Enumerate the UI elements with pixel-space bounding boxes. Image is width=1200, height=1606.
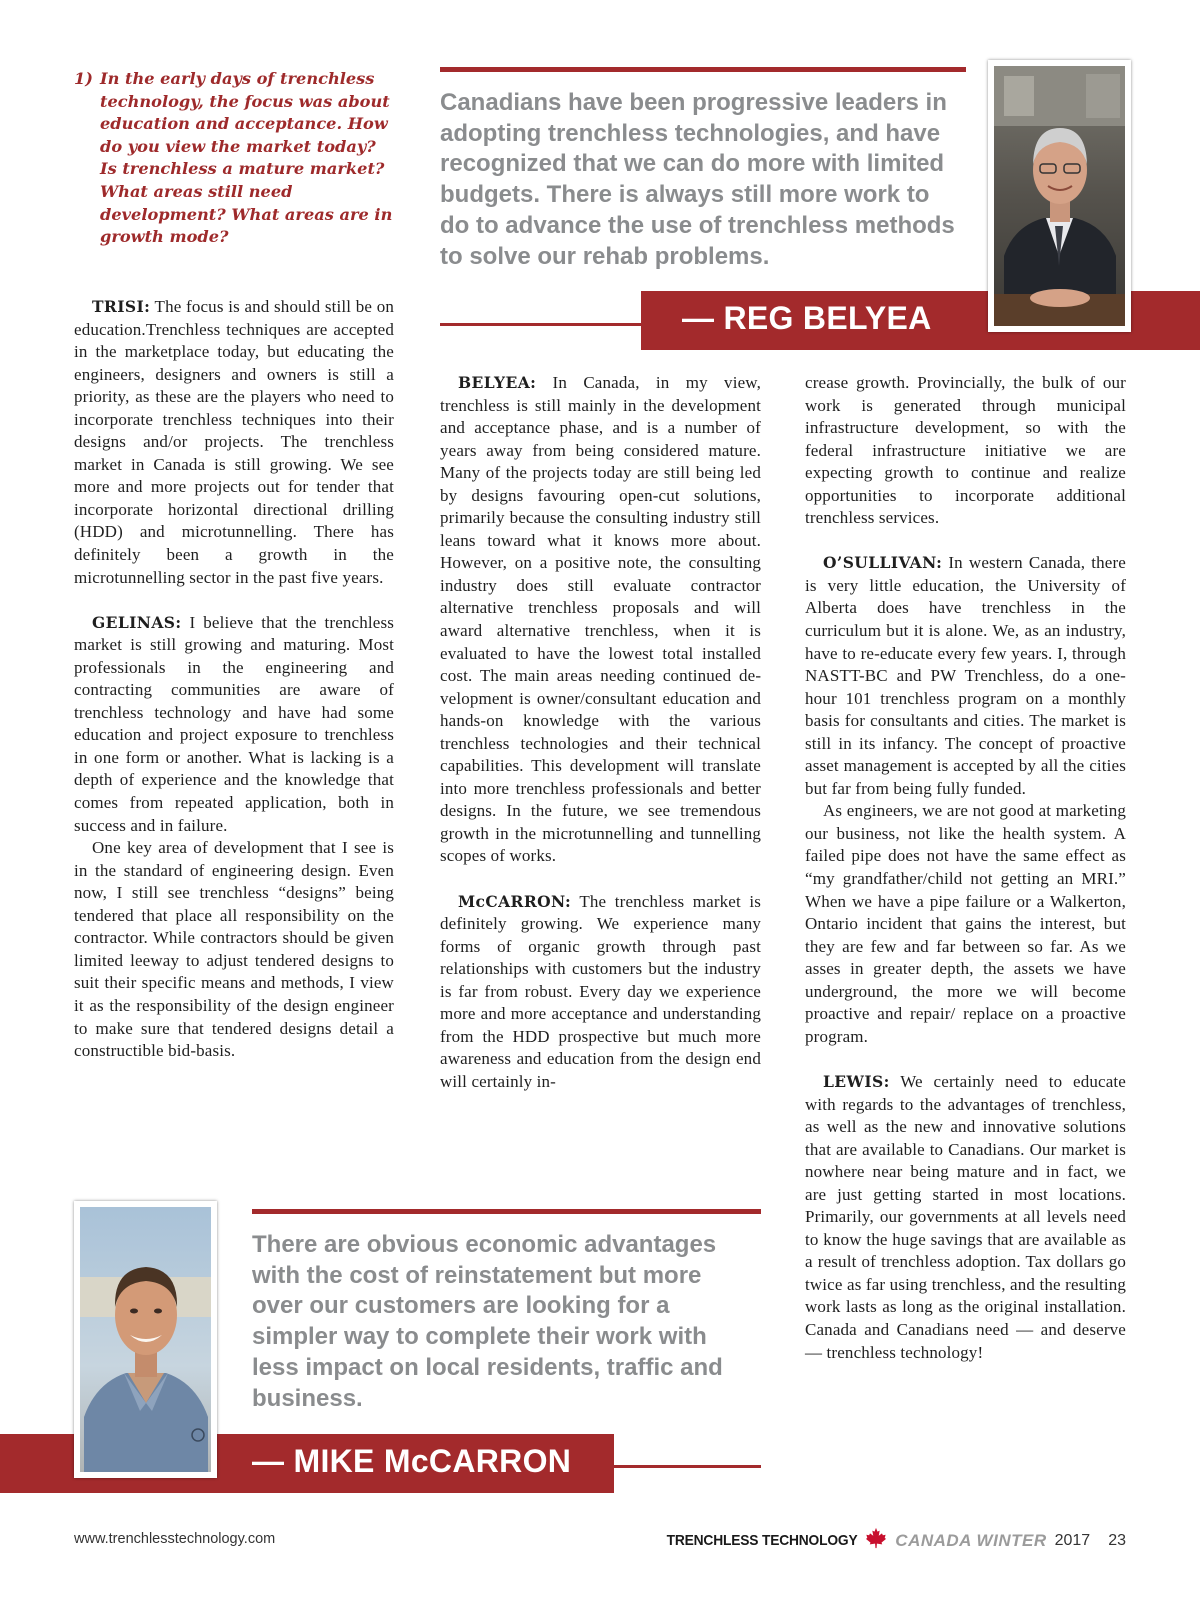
pull-quote-attribution: — MIKE McCARRON [252, 1443, 572, 1479]
paragraph-osullivan-2: As engineers, we are not good at marketing our business, not like the health system. A failed pipe does not have the same effect as “my grandfather/child not getting an MRI.” When we have a pipe failure or a Walkerton, Ontario incident that gains the interest, but they are few and far between so far. As we asses in greater depth, the assets we have underground, the more we will become proactive and repair/ replace on a proactive program. [805, 801, 1126, 1046]
paragraph-gelinas [74, 612, 394, 837]
pull-quote-signature-rule [610, 1465, 761, 1468]
paragraph-text: We certainly need to educate with regards to the advantages of trenchless, as well as the new and innovative solutions that are available to Canadians. Our market is nowhere near being mature and in fact, we are just getting started in most locations. Primarily, our governments at all levels need to know the huge savings that are available as a result of trenchless adoption. Tax dollars go twice as far using trenchless, and the resulting work lasts as long as the original installation. Canada and Canadians need — and deserve — trenchless technology! [805, 1071, 1126, 1362]
footer-website-url: www.trenchlesstechnology.com [74, 1531, 276, 1547]
speaker-name: LEWIS: [823, 1071, 890, 1091]
portrait-image [80, 1207, 211, 1472]
pull-quote-text: There are obvious economic advantages with the cost of reinstatement but more over our customers are looking for a simpler way to complete their work with less impact on local residents, traffic and business. [252, 1231, 723, 1412]
paragraph-text: In Canada, in my view, trenchless is still mainly in the development and acceptance phase, and is a number of years away from being considered mature. Many of the projects today are still being led by designs favouring open-cut solutions, primarily because the consulting industry still leans toward what it knows more about. However, on a positive note, the consulting industry does still evaluate contractor alternative trenchless proposals and will award alternative trenchless, when it is evaluated to have the lowest total installed cost. The main areas needing continued development is owner/consultant education and hands-on knowledge with the various trenchless technologies and their technical capabilities. This development will translate into more trenchless professionals and better designs. In the future, we see tremendous growth in the microtunnelling and tunnelling scopes of works. [440, 373, 761, 866]
paragraph-text: In western Canada, there is very little education, the University of Alberta does have trenchless in the curriculum but it is alone. We, as an industry, have to re-educate every few years. I, through NASTT-BC and PW Trenchless, do a one-hour 101 trenchless program on a monthly basis for consultants and cities. The market is still in its infancy. The concept of proactive asset management is accepted by all the cities but far from being fully funded. [805, 553, 1126, 798]
article-column-1 [74, 296, 394, 1063]
pull-quote-top-rule [440, 67, 966, 72]
pull-quote-attribution: — REG BELYEA [682, 300, 932, 336]
paragraph-text: The trenchless market is definitely growing. We experience many forms of organic growth through past relationships with customers but the industry is far from robust. Every day we experience more and more acceptance and understanding from the HDD prospective but much more awareness and education from the design end will certainly in- [440, 891, 761, 1091]
article-column-3 [805, 372, 1126, 1364]
paragraph-belyea [440, 372, 761, 868]
pull-quote-text: Canadians have been progressive leaders in adopting trenchless technologies, and have recognized that we can do more with limited budgets. There is always still more work to do to advance the use of trenchless methods to solve our rehab problems. [440, 89, 955, 270]
paragraph-mccarron [440, 891, 761, 1094]
pull-quote-signature-rule [440, 323, 645, 326]
page-number: 23 [1108, 1531, 1126, 1549]
speaker-name: BELYEA: [458, 373, 537, 392]
article-column-2 [440, 372, 761, 1094]
paragraph-continued: crease growth. Provincially, the bulk of our work is generated through municipal infrastructure development, so with the federal infrastructure initiative we are expecting growth to continue and realize opportunities to incorporate additional trenchless services. [805, 373, 1126, 528]
footer-edition: CANADA WINTER [895, 1530, 1047, 1550]
pull-quote-top-rule [252, 1209, 761, 1214]
footer-masthead [650, 1527, 1126, 1554]
question-number: 1) [74, 69, 93, 88]
paragraph-gelinas-2: One key area of development that I see is in the standard of engineering design. Even now, I still see trenchless “designs” being tendered that place all responsibility on the contractor. While contractors should be given limited leeway to adjust tendered designs to suit their specific means and methods, I view it as the responsibility of the design engineer to make sure that tendered designs detail a constructible bid-basis. [74, 838, 394, 1061]
speaker-name: O’SULLIVAN: [823, 553, 943, 573]
portrait-image [994, 66, 1125, 326]
speaker-name: TRISI: [92, 297, 151, 316]
question-text: In the early days of trenchless technology, the focus was about education and acceptance. How do you view the market today? Is trenchless a mature market? What areas still need development? What areas are in growth mode? [100, 69, 393, 247]
paragraph-trisi [74, 296, 394, 589]
footer-brand: TRENCHLESS TECHNOLOGY [666, 1532, 858, 1549]
maple-leaf-icon [865, 1527, 887, 1554]
paragraph-lewis [805, 1071, 1126, 1364]
question-block [74, 68, 394, 249]
paragraph-text: I believe that the trenchless market is still growing and maturing. Most professionals in the engineering and contracting communities are aware of trenchless technology and have had some education and project exposure to trenchless in one form or another. What is lacking is a depth of experience and the knowledge that comes from repeated application, both in success and in failure. [74, 612, 394, 835]
mike-mccarron-photo [74, 1201, 217, 1478]
speaker-name: McCARRON: [458, 891, 572, 911]
reg-belyea-photo [988, 60, 1131, 332]
footer-year: 2017 [1054, 1531, 1091, 1549]
paragraph-osullivan [805, 552, 1126, 800]
maple-leaf-shape [865, 1527, 887, 1549]
speaker-name: GELINAS: [92, 612, 182, 632]
paragraph-text: The focus is and should still be on education.Trenchless techniques are accepted in the marketplace today, but educating the engineers, designers and owners is still a priority, as these are the players who need to incorporate trenchless techniques into their designs and/or projects. The trenchless market in Canada is still growing. We see more and more projects out for tender that incorporate horizontal directional drilling (HDD) and microtunnelling. There has definitely been a growth in the microtunnelling sector in the past five years. [74, 297, 394, 587]
